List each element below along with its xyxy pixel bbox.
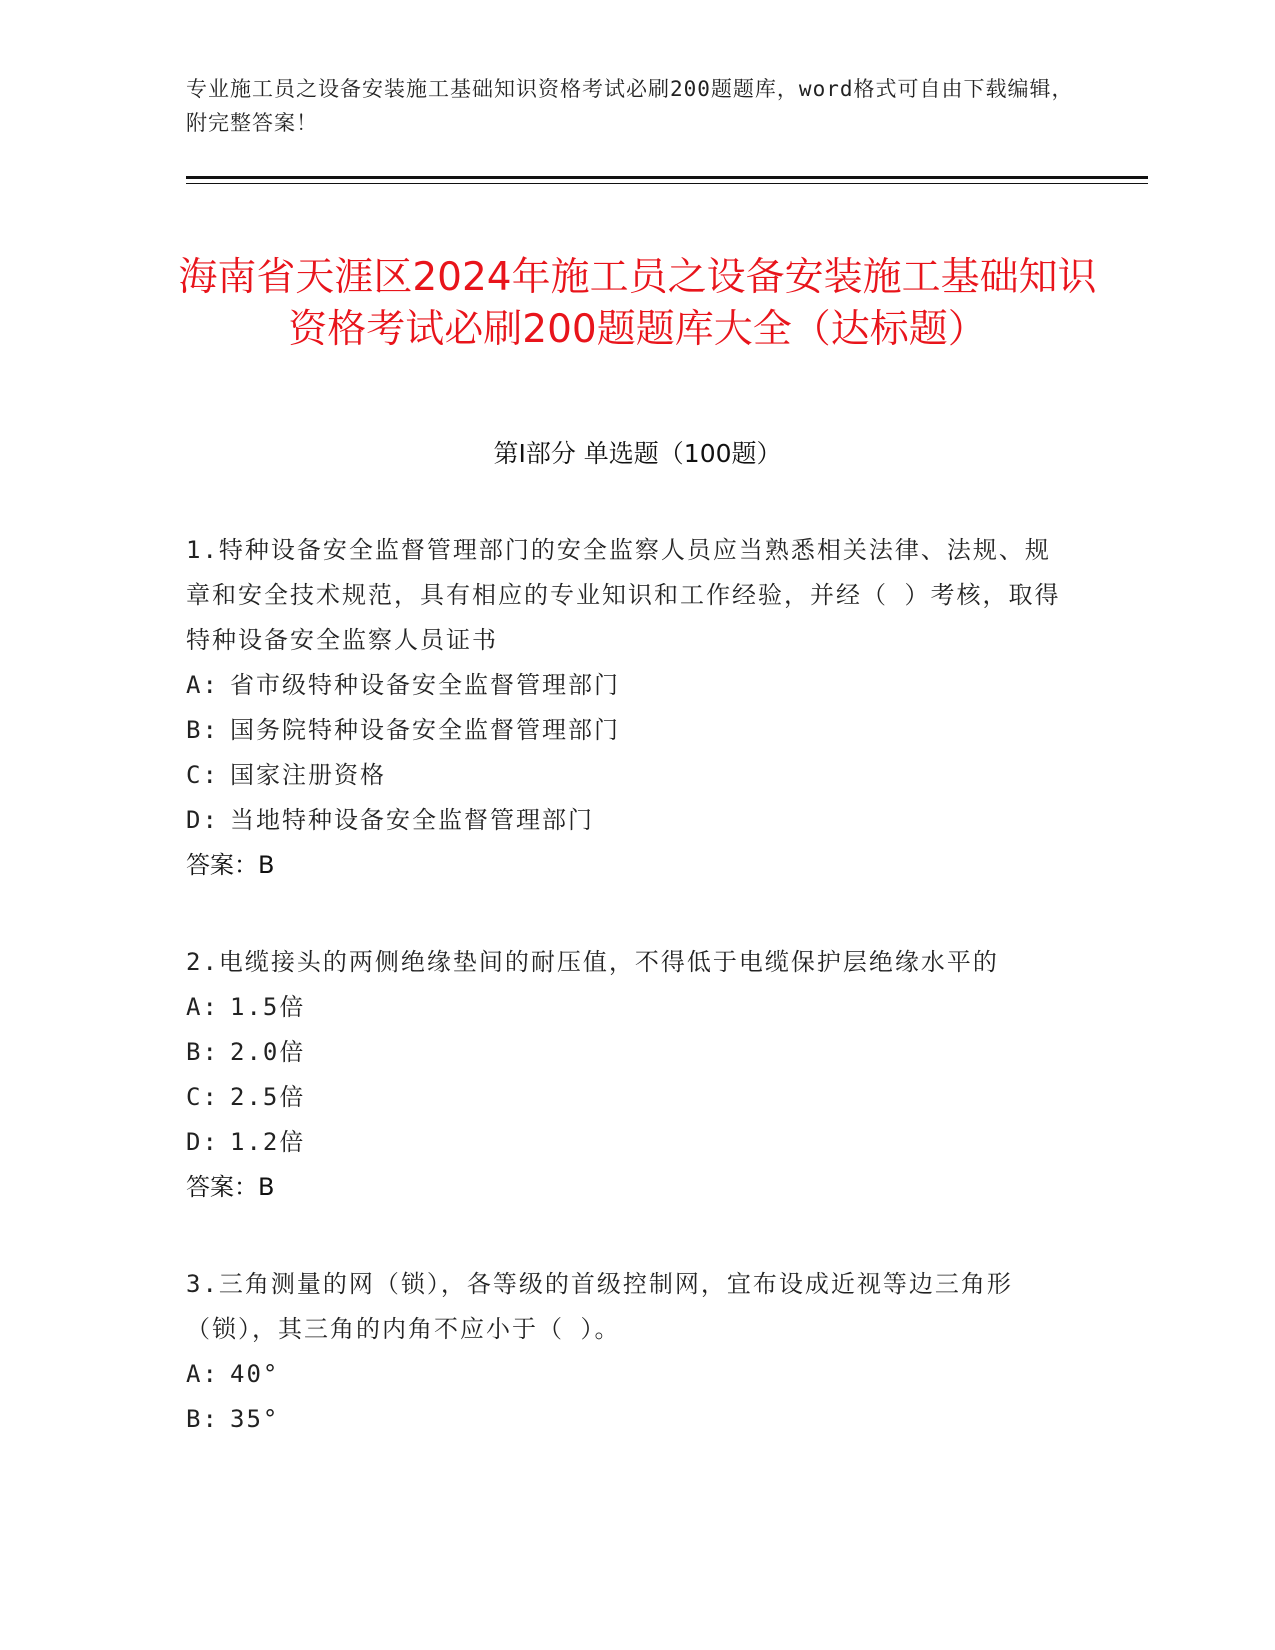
question-stem: 1.特种设备安全监督管理部门的安全监察人员应当熟悉相关法律、法规、规章和安全技术规范，具有相应的专业知识和工作经验，并经（ ）考核，取得特种设备安全监察人员证书 bbox=[186, 536, 1061, 654]
question-2 bbox=[186, 940, 1066, 1210]
question-1 bbox=[186, 528, 1066, 888]
question-3 bbox=[186, 1262, 1066, 1442]
option-b bbox=[186, 1030, 1066, 1075]
option-text: 35° bbox=[230, 1405, 280, 1433]
option-a bbox=[186, 1352, 1066, 1397]
option-letter: A: bbox=[186, 993, 219, 1021]
option-d bbox=[186, 798, 1066, 843]
option-letter: B: bbox=[186, 1038, 219, 1066]
document-title: 海南省天涯区2024年施工员之设备安装施工基础知识资格考试必刷200题题库大全（达标题） bbox=[178, 255, 1097, 353]
option-letter: D: bbox=[186, 806, 219, 834]
question-stem: 2.电缆接头的两侧绝缘垫间的耐压值，不得低于电缆保护层绝缘水平的 bbox=[186, 948, 999, 976]
option-text: 40° bbox=[230, 1360, 280, 1388]
option-a bbox=[186, 985, 1066, 1030]
option-letter: A: bbox=[186, 1360, 219, 1388]
option-text: 1.5倍 bbox=[230, 993, 306, 1021]
question-answer: 答案：B bbox=[186, 1173, 275, 1201]
option-text: 1.2倍 bbox=[230, 1128, 306, 1156]
option-c bbox=[186, 753, 1066, 798]
header-rule-thick bbox=[186, 176, 1148, 179]
option-letter: B: bbox=[186, 1405, 219, 1433]
option-letter: A: bbox=[186, 671, 219, 699]
option-letter: C: bbox=[186, 761, 219, 789]
option-c bbox=[186, 1075, 1066, 1120]
option-text: 国务院特种设备安全监督管理部门 bbox=[230, 716, 620, 744]
option-d bbox=[186, 1120, 1066, 1165]
question-answer: 答案：B bbox=[186, 851, 275, 879]
question-stem: 3.三角测量的网（锁），各等级的首级控制网，宜布设成近视等边三角形（锁），其三角的内角不应小于（ ）。 bbox=[186, 1270, 1013, 1343]
question-list bbox=[186, 528, 1066, 1494]
option-letter: D: bbox=[186, 1128, 219, 1156]
header-rule-thin bbox=[186, 183, 1148, 184]
option-text: 省市级特种设备安全监督管理部门 bbox=[230, 671, 620, 699]
option-letter: C: bbox=[186, 1083, 219, 1111]
section-heading: 第Ⅰ部分 单选题（100题） bbox=[493, 439, 782, 468]
option-b bbox=[186, 708, 1066, 753]
header-note: 专业施工员之设备安装施工基础知识资格考试必刷200题题库，word格式可自由下载编辑，附完整答案！ bbox=[186, 77, 1074, 135]
option-text: 当地特种设备安全监督管理部门 bbox=[230, 806, 594, 834]
option-b bbox=[186, 1397, 1066, 1442]
option-letter: B: bbox=[186, 716, 219, 744]
option-text: 国家注册资格 bbox=[230, 761, 386, 789]
option-text: 2.5倍 bbox=[230, 1083, 306, 1111]
option-a bbox=[186, 663, 1066, 708]
option-text: 2.0倍 bbox=[230, 1038, 306, 1066]
